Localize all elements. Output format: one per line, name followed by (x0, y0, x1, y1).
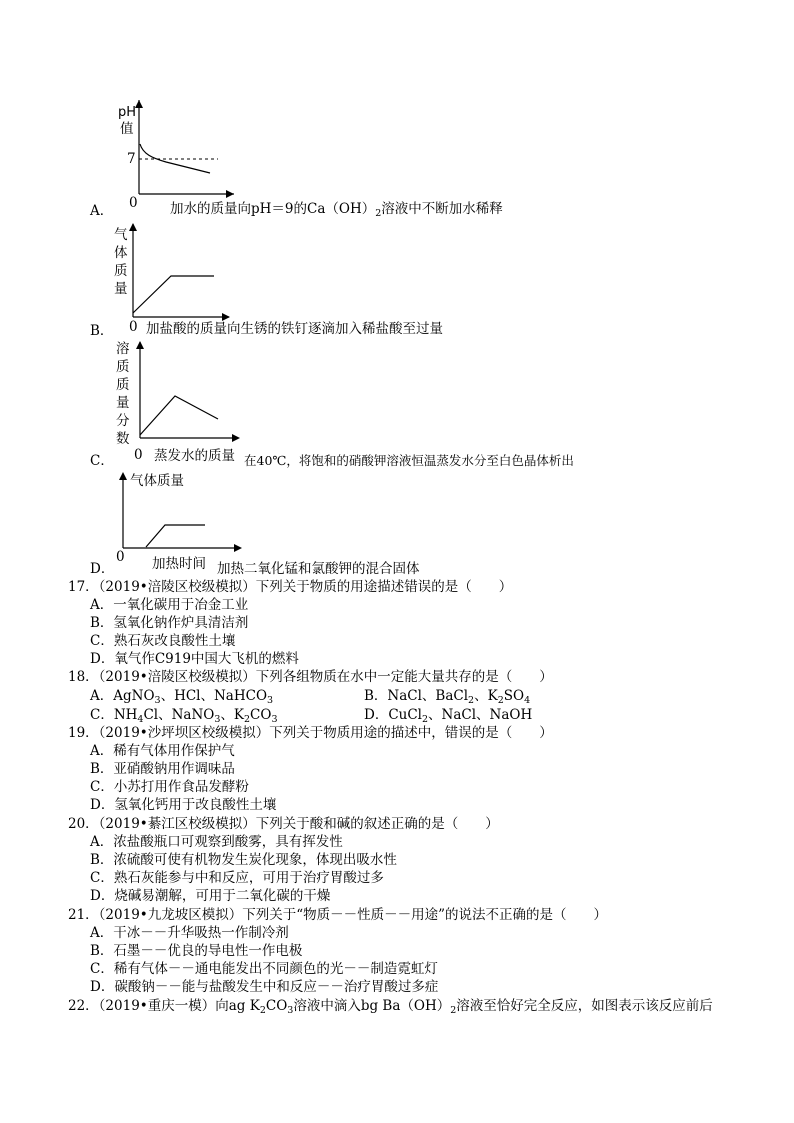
option-d: D．烧碱易潮解，可用于二氧化碳的干燥 (90, 888, 331, 904)
graph-c-x-label (154, 447, 235, 465)
option-d: D．氧气作C919中国大飞机的燃料 (90, 651, 299, 667)
option-b-desc: 向生锈的铁钉逐滴加入稀盐酸至过量 (227, 321, 443, 337)
option-d: D．氢氧化钙用于改良酸性土壤 (90, 797, 277, 813)
option-d: D．碳酸钠－－能与盐酸发生中和反应－－治疗胃酸过多症 (90, 979, 439, 995)
option-c: C．熟石灰改良酸性土壤 (90, 633, 236, 649)
question-stem: 19．（2019•沙坪坝区校级模拟）下列关于物质用途的描述中，错误的是（ ） (68, 725, 553, 741)
gas-mass-line (146, 525, 205, 547)
graph-d-letter: D． (90, 561, 115, 577)
graph-a-y-label-2: 值 (120, 121, 134, 137)
x-axis-label: 加盐酸的质量 (146, 321, 227, 337)
question-stem: 17．（2019•涪陵区校级模拟）下列关于物质的用途描述错误的是（ ） (68, 579, 513, 595)
graph-d-y-label: 气体质量 (130, 473, 184, 489)
graph-d-origin: 0 (116, 549, 125, 565)
option-b: B．石墨－－优良的导电性一作电极 (90, 943, 303, 959)
mass-fraction-line (140, 396, 218, 435)
option-d: D．CuCl$_2$、NaCl、NaOH (364, 707, 533, 725)
option-b: B．氢氧化钠作炉具清洁剂 (90, 615, 249, 631)
graph-c-y-label: 溶 质 质 量 分 数 (116, 341, 130, 447)
option-a: A．干冰－－升华吸热一作制冷剂 (90, 925, 289, 941)
graph-c-plot (130, 336, 250, 444)
option-b: B．亚硝酸钠用作调味品 (90, 761, 235, 777)
graph-d-x-label (152, 555, 206, 573)
graph-a-y-label-1: pH (118, 105, 137, 120)
x-axis-label: 加水的质量 (170, 201, 238, 217)
question-stem: 22．（2019•重庆一模）向ag $K_2CO_3$溶液中滴入bg $Ba(OH)_2$溶液至恰好完全反应，如图表示该反应前后 (68, 998, 713, 1016)
x-axis-label: 蒸发水的质量 (154, 448, 235, 464)
option-c: C．熟石灰能参与中和反应，可用于治疗胃酸过多 (90, 870, 384, 886)
option-c: C．稀有气体－－通电能发出不同颜色的光－－制造霓虹灯 (90, 961, 438, 977)
option-a: A．浓盐酸瓶口可观察到酸雾，具有挥发性 (90, 834, 343, 850)
graph-b-letter: B． (90, 323, 114, 339)
graph-c-letter: C． (90, 453, 114, 469)
graph-a-letter: A． (90, 203, 114, 219)
option-a: A．稀有气体用作保护气 (90, 743, 235, 759)
option-c: C．$NH_4Cl$、NaNO$_3$、$K_2CO_3$ (90, 707, 278, 725)
question-stem: 21．（2019•九龙坡区模拟）下列关于“物质－－性质－－用途”的说法不正确的是（ ） (68, 907, 608, 923)
graph-a-tick-7: 7 (127, 151, 136, 167)
x-axis-label: 加热时间 (152, 556, 206, 572)
gas-mass-line (133, 276, 214, 313)
option-a-desc: 向pH＝9的$Ca(OH)_2$溶液中不断加水稀释 (237, 201, 503, 219)
graph-b-plot (116, 218, 236, 324)
option-d-desc: 加热二氧化锰和氯酸钾的混合固体 (217, 561, 420, 577)
option-a: A．AgNO$_3$、HCl、NaHCO$_3$ (90, 688, 274, 706)
option-a: A．一氧化碳用于冶金工业 (90, 597, 249, 613)
question-stem: 18．（2019•涪陵区校级模拟）下列各组物质在水中一定能大量共存的是（ ） (68, 669, 553, 685)
question-stem: 20．（2019•綦江区校级模拟）下列关于酸和碱的叙述正确的是（ ） (68, 816, 499, 832)
option-b: B．浓硫酸可使有机物发生炭化现象，体现出吸水性 (90, 852, 397, 868)
graph-b-y-label: 气 体 质 量 (114, 227, 128, 297)
option-c: C．小苏打用作食品发酵粉 (90, 779, 249, 795)
graph-c-origin: 0 (134, 447, 143, 463)
option-b: B．NaCl、BaCl$_2$、$K_2SO_4$ (364, 688, 531, 706)
graph-a-origin: 0 (129, 195, 138, 211)
graph-b-origin: 0 (129, 319, 138, 335)
option-c-desc: 在40℃，将饱和的硝酸钾溶液恒温蒸发水分至白色晶体析出 (244, 453, 574, 468)
